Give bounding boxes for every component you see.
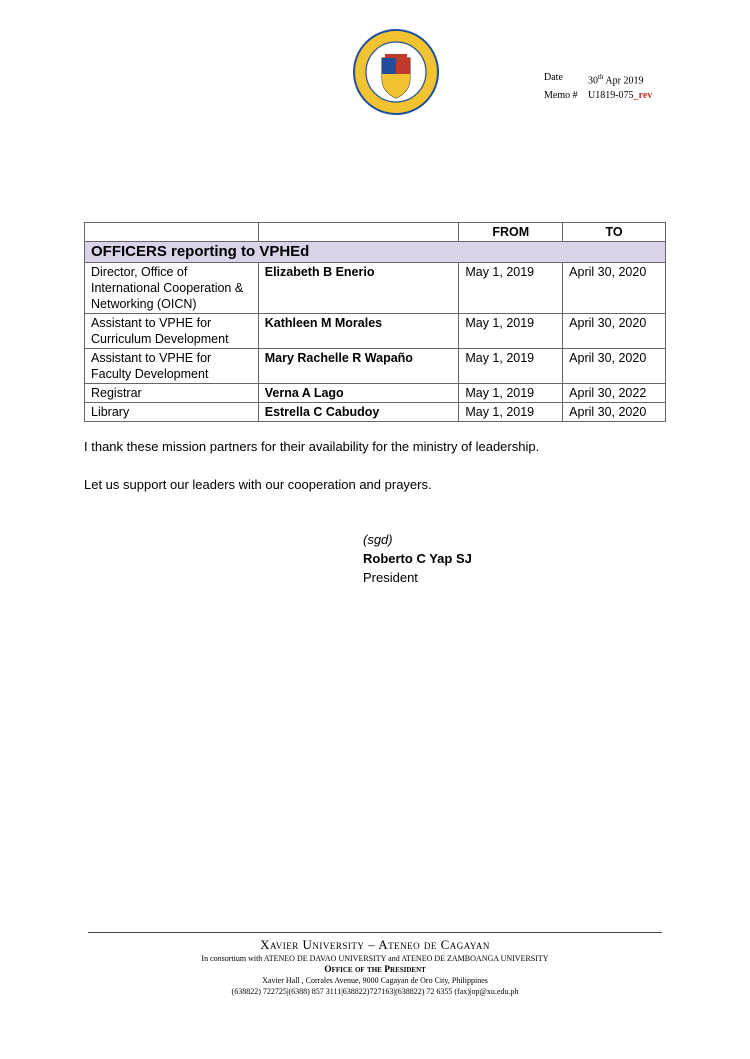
table-row bbox=[85, 403, 666, 422]
header-name bbox=[258, 223, 459, 242]
term-to: April 30, 2020 bbox=[563, 263, 666, 314]
officer-position: Registrar bbox=[85, 384, 259, 403]
term-from: May 1, 2019 bbox=[459, 384, 563, 403]
footer-university: Xavier University – Ateneo de Cagayan bbox=[260, 937, 490, 952]
term-from: May 1, 2019 bbox=[459, 314, 563, 349]
officers-table bbox=[84, 222, 666, 422]
term-from: May 1, 2019 bbox=[459, 263, 563, 314]
term-to: April 30, 2020 bbox=[563, 403, 666, 422]
signature-block bbox=[363, 530, 472, 587]
table-row bbox=[85, 384, 666, 403]
paragraph-thanks: I thank these mission partners for their availability for the ministry of leadership. bbox=[84, 439, 540, 454]
memo-metadata bbox=[544, 70, 652, 103]
section-title: OFFICERS reporting to VPHEd bbox=[85, 242, 666, 263]
letterhead-footer bbox=[88, 937, 662, 997]
memo-number: U1819-075_rev bbox=[588, 90, 653, 102]
table-row bbox=[85, 314, 666, 349]
section-title-row bbox=[85, 242, 666, 263]
signatory-title: President bbox=[363, 570, 418, 585]
term-to: April 30, 2020 bbox=[563, 314, 666, 349]
term-from: May 1, 2019 bbox=[459, 403, 563, 422]
officer-name: Verna A Lago bbox=[258, 384, 459, 403]
header-to: TO bbox=[563, 223, 666, 242]
officer-position: Director, Office of International Cooperation & Networking (OICN) bbox=[85, 263, 259, 314]
memo-number-row bbox=[544, 88, 652, 103]
signed-mark: (sgd) bbox=[363, 532, 393, 547]
table-row bbox=[85, 263, 666, 314]
memo-date-row bbox=[544, 70, 652, 88]
officer-position: Assistant to VPHE for Curriculum Development bbox=[85, 314, 259, 349]
memo-label: Memo # bbox=[544, 90, 578, 102]
paragraph-support: Let us support our leaders with our cooperation and prayers. bbox=[84, 477, 432, 492]
date-label: Date bbox=[544, 72, 563, 83]
officer-name: Kathleen M Morales bbox=[258, 314, 459, 349]
term-to: April 30, 2022 bbox=[563, 384, 666, 403]
footer-office: Office of the President bbox=[324, 965, 426, 975]
footer-divider bbox=[88, 932, 662, 933]
date-value: 30th Apr 2019 bbox=[588, 73, 644, 87]
officer-name: Mary Rachelle R Wapaño bbox=[258, 349, 459, 384]
officer-position: Assistant to VPHE for Faculty Development bbox=[85, 349, 259, 384]
officer-name: Elizabeth B Enerio bbox=[258, 263, 459, 314]
header-from: FROM bbox=[459, 223, 563, 242]
footer-address: Xavier Hall , Corrales Avenue, 9000 Cagayan de Oro City, Philippines bbox=[262, 976, 488, 985]
footer-contacts: (638822) 722725|(6388) 857 3111|638822)727163|(638822) 72 6355 (fax)|op@xu.edu.ph bbox=[231, 987, 519, 996]
officer-name: Estrella C Cabudoy bbox=[258, 403, 459, 422]
header-position bbox=[85, 223, 259, 242]
signatory-name: Roberto C Yap SJ bbox=[363, 551, 472, 566]
officer-position: Library bbox=[85, 403, 259, 422]
footer-consortium: In consortium with ATENEO DE DAVAO UNIVERSITY and ATENEO DE ZAMBOANGA UNIVERSITY bbox=[201, 954, 549, 963]
term-to: April 30, 2020 bbox=[563, 349, 666, 384]
table-header-row bbox=[85, 223, 666, 242]
table-row bbox=[85, 349, 666, 384]
term-from: May 1, 2019 bbox=[459, 349, 563, 384]
university-seal-logo bbox=[352, 28, 440, 116]
